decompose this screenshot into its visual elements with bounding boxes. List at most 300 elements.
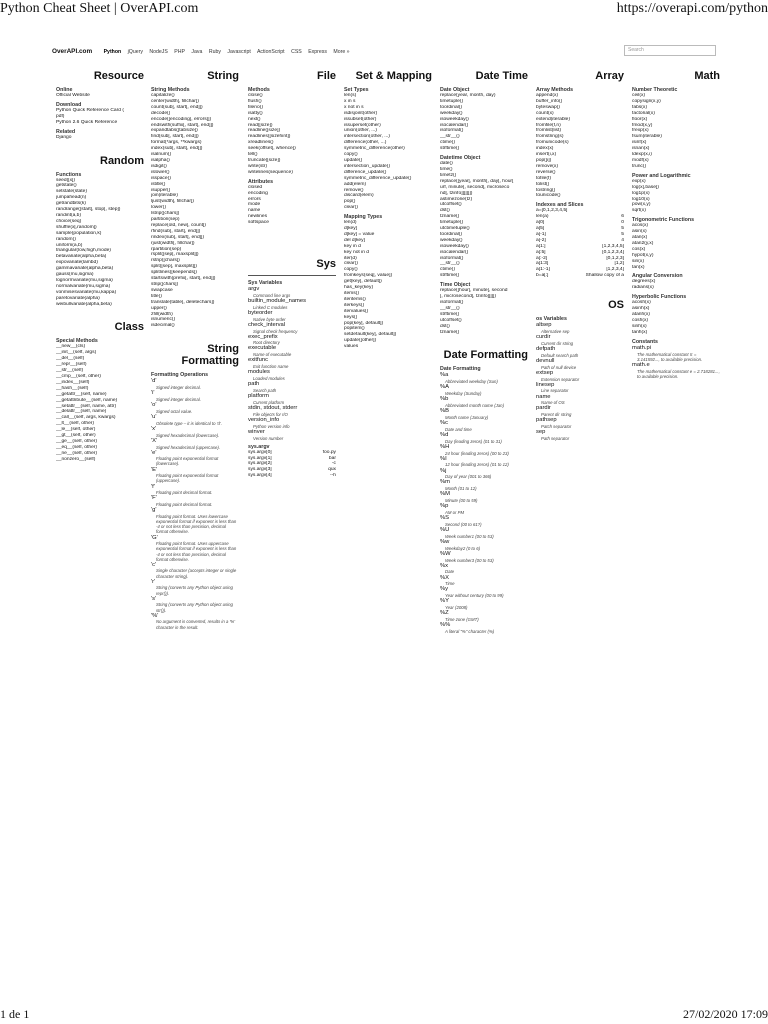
list-item[interactable]: trunc() [632,163,647,169]
list-item[interactable]: __delattr__(self, name) [56,409,107,415]
list-item[interactable]: acos(x) [632,223,649,229]
list-item[interactable]: strftime() [440,146,460,152]
list-item[interactable]: isalpha() [151,157,170,163]
list-item[interactable]: nd[, tzinfo]]]]]]]) [440,190,473,196]
list-item[interactable]: buffer_info() [536,98,563,104]
list-item[interactable]: isdigit() [151,163,167,169]
list-item[interactable]: __str__() [440,305,460,311]
list-item[interactable]: __nonzero__(self) [56,456,96,462]
list-item[interactable]: isocalendar() [440,122,469,128]
entry-key[interactable]: 'g' [151,507,157,514]
nav-item-css[interactable]: CSS [291,49,302,55]
list-item[interactable]: remove() [344,187,364,193]
list-item[interactable]: clear() [344,205,358,211]
pair-key[interactable]: a[1:-1] [536,267,550,273]
list-item[interactable]: rpartition(sep) [151,246,182,252]
list-item[interactable]: rindex(sub[, start[, end]]) [151,234,205,240]
list-item[interactable]: __lt__(self, other) [56,421,95,427]
list-item[interactable]: __cmp__(self, other) [56,374,101,379]
list-item[interactable]: intersection_update() [344,163,390,169]
list-item[interactable]: isdisjoint(other) [344,110,378,116]
entry-key[interactable]: %Z [440,610,449,617]
list-item[interactable]: __le__(self, other) [56,427,96,433]
list-item[interactable]: getstate() [56,183,77,189]
nav-item-java[interactable]: Java [191,49,203,55]
list-item[interactable]: normalvariate(mu,sigma) [56,283,111,289]
list-item[interactable]: union(other, ...) [344,128,377,134]
list-item[interactable]: isdecimal() [151,323,175,329]
list-item[interactable]: __getattribute__(self, name) [56,397,118,403]
list-item[interactable]: x not in s [344,104,364,110]
list-item[interactable]: __eq__(self, other) [56,444,98,450]
list-item[interactable]: rfind(sub[, start[, end]]) [151,228,201,234]
list-item[interactable]: ceil(x) [632,93,646,98]
entry-key[interactable]: argv [248,286,260,293]
list-item[interactable]: title() [151,293,162,299]
entry-key[interactable]: executable [248,345,277,352]
list-item[interactable]: __init__(self, args) [56,350,97,356]
list-item[interactable]: pdf) [56,113,65,119]
entry-key[interactable]: 's' [151,595,157,602]
pair-key[interactable]: sys.argv[3] [248,467,272,473]
list-item[interactable]: truncate([size]) [248,157,281,163]
list-item[interactable]: atan(x) [632,235,648,241]
list-item[interactable]: center(width[, fillchar]) [151,98,199,104]
list-item[interactable]: Python Quick Reference Card ( [56,107,124,113]
list-item[interactable]: encoding [248,190,268,196]
list-item[interactable]: islower() [151,169,170,175]
entry-key[interactable]: linesep [536,381,555,388]
entry-key[interactable]: %A [440,384,450,391]
list-item[interactable]: upper() [151,305,167,311]
list-item[interactable]: __gt__(self, other) [56,433,96,439]
entry-key[interactable]: 'r' [151,578,156,585]
list-item[interactable]: pop() [344,199,356,205]
list-item[interactable]: fsum(iterable) [632,134,662,140]
pair-key[interactable]: a[:5] [536,249,546,255]
entry-key[interactable]: 'c' [151,561,157,568]
entry-key[interactable]: %c [440,420,449,426]
list-item[interactable]: sinh(x) [632,323,647,329]
list-item[interactable]: __call__(self, args, kwargs) [56,415,116,421]
list-item[interactable]: log10(x) [632,196,650,202]
list-item[interactable]: urf, minute[, second[, microseco [440,184,510,190]
list-item[interactable]: isoformat() [440,255,464,261]
list-item[interactable]: partition(sep) [151,217,180,223]
entry-key[interactable]: stdin, stdout, stderr [248,404,298,411]
entry-key[interactable]: altsep [536,322,552,329]
list-item[interactable]: fromunicode(s) [536,140,569,146]
list-item[interactable]: isoweekday() [440,243,469,249]
list-item[interactable]: translate(table[, deletechars]) [151,299,215,305]
list-item[interactable]: readline([size]) [248,128,281,134]
pair-key[interactable]: a[1:3] [536,261,549,267]
list-item[interactable]: istitle() [151,181,166,187]
list-item[interactable]: tzname() [440,214,460,220]
nav-item-more[interactable]: More » [333,49,350,55]
entry-key[interactable]: '%' [151,612,159,619]
entry-key[interactable]: math.pi [632,344,652,351]
pair-key[interactable]: sys.argv[0] [248,449,272,455]
list-item[interactable]: atan2(y,x) [632,240,654,246]
pair-key[interactable]: b=a[:] [536,273,549,279]
list-item[interactable]: key in d [344,243,361,249]
entry-key[interactable]: %a [440,372,449,379]
list-item[interactable]: __ne__(self, other) [56,450,98,456]
list-item[interactable]: seed([x]) [56,177,76,183]
list-item[interactable]: isalnum() [151,152,172,158]
list-item[interactable]: __ge__(self, other) [56,438,98,444]
search-input[interactable]: Search [624,45,716,56]
entry-key[interactable]: %Y [440,598,450,605]
list-item[interactable]: copysign(x,y) [632,98,661,104]
entry-key[interactable]: sep [536,429,546,436]
list-item[interactable]: tanh(x) [632,329,648,335]
entry-key[interactable]: %U [440,527,450,534]
list-item[interactable]: splitlines([keepends]) [151,270,197,276]
list-item[interactable]: timetuple() [440,220,464,226]
list-item[interactable]: get(key[, default]) [344,279,382,285]
list-item[interactable]: symmetric_difference_update() [344,175,412,181]
list-item[interactable]: d[key] = value [344,231,375,237]
list-item[interactable]: symmetric_difference(other) [344,146,405,152]
list-item[interactable]: timetuple() [440,98,464,104]
list-item[interactable]: __str__() [440,134,460,140]
pair-key[interactable]: a[-2] [536,237,546,243]
list-item[interactable]: replace([hour[, minute[, second [440,288,508,294]
nav-item-php[interactable]: PHP [174,49,185,55]
list-item[interactable]: weekday() [440,110,463,116]
list-item[interactable]: time() [440,166,453,172]
list-item[interactable]: update([other]) [344,338,377,344]
entry-key[interactable]: 'f' [151,483,155,490]
nav-item-jquery[interactable]: jQuery [127,49,143,55]
list-item[interactable]: lstrip([chars]) [151,211,180,217]
entry-key[interactable]: defpath [536,345,556,352]
list-item[interactable]: issubset(other) [344,116,377,122]
pair-key[interactable]: sys.argv[4] [248,473,272,479]
list-item[interactable]: gammavariate(alpha,beta) [56,266,114,272]
entry-key[interactable]: %M [440,491,450,498]
list-item[interactable]: mode [248,202,261,208]
list-item[interactable]: intersection(other, ...) [344,134,390,140]
list-item[interactable]: newlines [248,214,268,220]
list-item[interactable]: triangular(low,high,mode) [56,248,111,254]
list-item[interactable]: asinh(x) [632,306,650,312]
entry-key[interactable]: winver [248,428,265,435]
list-item[interactable]: replace(old, new[, count]) [151,222,206,228]
list-item[interactable]: append(x) [536,93,559,98]
list-item[interactable]: gauss(mu,sigma) [56,272,94,278]
pair-key[interactable]: a[0] [536,220,545,226]
list-item[interactable]: ljust(width[, fillchar]) [151,199,194,205]
list-item[interactable]: xreadlines() [248,140,274,146]
list-item[interactable]: radians(x) [632,285,654,291]
entry-key[interactable]: path [248,381,260,388]
list-item[interactable]: copy() [344,267,358,273]
list-item[interactable]: weibullvariate(alpha,beta) [56,301,112,307]
list-item[interactable]: split([sep[, maxsplit]]) [151,264,197,270]
list-item[interactable]: tan(x) [632,264,645,270]
list-item[interactable]: astimezone(tz) [440,196,473,202]
pair-key[interactable]: a[1:] [536,243,546,249]
list-item[interactable]: cos(x) [632,246,646,252]
list-item[interactable]: del d[key] [344,237,365,243]
pair-key[interactable]: a[-1] [536,231,546,237]
entry-key[interactable]: %I [440,455,447,462]
list-item[interactable]: writelines(sequence) [248,169,293,175]
list-item[interactable]: count(x) [536,110,554,116]
nav-item-python[interactable]: Python [103,49,122,55]
list-item[interactable]: insert(i,x) [536,152,557,158]
list-item[interactable]: zfill(width) [151,311,173,317]
list-item[interactable]: sqrt(x) [632,208,646,214]
list-item[interactable]: floor(x) [632,116,648,122]
entry-key[interactable]: 'X' [151,437,158,444]
list-item[interactable]: fmod(x,y) [632,122,653,128]
list-item[interactable]: isocalendar() [440,249,469,255]
list-item[interactable]: replace(year, month, day) [440,93,496,98]
list-item[interactable]: tostring() [536,187,556,193]
entry-key[interactable]: %% [440,622,451,629]
list-item[interactable]: fromfile(f,n) [536,122,561,128]
list-item[interactable]: date() [440,161,453,167]
list-item[interactable]: d[key] [344,226,358,232]
list-item[interactable]: __index__(self) [56,379,90,385]
entry-key[interactable]: exitfunc [248,357,268,364]
list-item[interactable]: pop([i]) [536,157,552,163]
list-item[interactable]: name [248,208,261,214]
list-item[interactable]: flush() [248,98,262,104]
pair-key[interactable]: len(a) [536,214,549,220]
list-item[interactable]: betavariate(alpha,beta) [56,254,107,260]
entry-key[interactable]: devnull [536,357,555,364]
list-item[interactable]: fabs(x) [632,104,647,110]
list-item[interactable]: __setattr__(self, name, attr) [56,403,117,409]
list-item[interactable]: reverse() [536,169,556,175]
entry-key[interactable]: exec_prefix [248,333,278,340]
list-item[interactable]: add(elem) [344,181,367,187]
list-item[interactable]: lognormvariate(mu,sigma) [56,277,113,283]
list-item[interactable]: fromlist(list) [536,128,561,134]
list-item[interactable]: pow(x,y) [632,202,651,208]
list-item[interactable]: iter(d) [344,255,357,261]
list-item[interactable]: __getattr__(self, name) [56,391,107,397]
pair-key[interactable]: sys.argv[1] [248,455,272,461]
list-item[interactable]: isspace() [151,175,171,181]
entry-key[interactable]: 'u' [151,413,157,420]
list-item[interactable]: modf(x) [632,157,649,163]
list-item[interactable]: clear() [344,261,358,267]
list-item[interactable]: fromkeys(seq[, value]) [344,273,393,279]
list-item[interactable]: utcoffset() [440,202,462,208]
entry-key[interactable]: %y [440,586,449,593]
list-item[interactable]: atanh(x) [632,312,650,318]
list-item[interactable]: expovariate(lambd) [56,260,98,266]
list-item[interactable]: tolist() [536,181,550,187]
nav-item-actionscript[interactable]: ActionScript [256,49,285,55]
list-item[interactable]: timetz() [440,172,457,178]
list-item[interactable]: __new__(cls) [56,344,86,350]
entry-key[interactable]: 'e' [151,449,157,456]
list-item[interactable]: iterkeys() [344,302,365,308]
list-item[interactable]: utctimetuple() [440,226,470,232]
list-item[interactable]: difference_update() [344,169,387,175]
list-item[interactable]: tzname() [440,329,460,335]
list-item[interactable]: discard(elem) [344,193,374,199]
list-item[interactable]: __str__() [440,261,460,267]
entry-key[interactable]: math.e [632,361,650,368]
list-item[interactable]: strip([chars]) [151,282,179,287]
list-item[interactable]: tell() [248,152,258,158]
entry-key[interactable]: platform [248,393,269,400]
list-item[interactable]: ctime() [440,267,455,273]
list-item[interactable]: find(sub[, start[, end]]) [151,134,199,140]
list-item[interactable]: seek(offset[, whence]) [248,146,296,152]
list-item[interactable]: remove(x) [536,163,559,169]
list-item[interactable]: readlines([sizehint]) [248,134,291,140]
nav-item-express[interactable]: Express [308,49,327,55]
entry-key[interactable]: 'x' [151,425,157,432]
entry-key[interactable]: %X [440,574,450,581]
entry-key[interactable]: %S [440,515,450,522]
entry-key[interactable]: %d [440,431,449,438]
list-item[interactable]: randint(a,b) [56,212,82,218]
list-item[interactable]: startswith(prefix[, start[, end]]) [151,276,216,282]
list-item[interactable]: isnan(x) [632,146,650,152]
list-item[interactable]: isoformat() [440,300,464,305]
list-item[interactable]: itervalues() [344,308,369,314]
list-item[interactable]: rsplit([sep[, maxsplit]]) [151,252,199,258]
list-item[interactable]: decode() [151,110,171,116]
list-item[interactable]: index(x) [536,146,554,152]
list-item[interactable]: paretovariate(alpha) [56,295,100,301]
list-item[interactable]: isupper() [151,187,171,193]
list-item[interactable]: utcoffset() [440,317,462,323]
list-item[interactable]: frexp(x) [632,128,649,134]
list-item[interactable]: Official Website [56,93,90,98]
list-item[interactable]: format(*args, **kwargs) [151,140,202,146]
list-item[interactable]: log1p(x) [632,190,650,196]
list-item[interactable]: choice(seq) [56,218,82,224]
list-item[interactable]: len(d) [344,220,357,226]
entry-key[interactable]: %H [440,443,450,450]
list-item[interactable]: rstrip([chars]) [151,258,180,264]
pair-key[interactable]: sys.argv[2] [248,461,272,467]
list-item[interactable]: sin(x) [632,258,644,264]
nav-item-javascript[interactable]: Javascript [227,49,251,55]
list-item[interactable]: popitem() [344,326,365,332]
list-item[interactable]: tounicode() [536,193,561,199]
entry-key[interactable]: check_interval [248,321,286,328]
entry-key[interactable]: 'd' [151,378,157,385]
list-item[interactable]: __str__(self) [56,368,84,374]
site-logo[interactable]: OverAPI.com [52,48,93,55]
entry-key[interactable]: version_info [248,416,280,423]
entry-key[interactable]: %B [440,408,450,415]
list-item[interactable]: has_key(key) [344,285,374,291]
list-item[interactable]: keys() [344,314,358,320]
list-item[interactable]: setdefault(key[, default]) [344,332,397,338]
list-item[interactable]: pop(key[, default]) [344,320,384,326]
list-item[interactable]: ldexp(x,i) [632,152,652,158]
entry-key[interactable]: pathsep [536,417,557,424]
list-item[interactable]: asin(x) [632,229,647,235]
list-item[interactable]: fromstring(s) [536,134,564,140]
list-item[interactable]: replace([year[, month[, day[, hour[ [440,178,514,184]
list-item[interactable]: toordinal() [440,231,463,237]
list-item[interactable]: values [344,344,359,350]
list-item[interactable]: len(s) [344,93,357,98]
list-item[interactable]: close() [248,93,263,98]
list-item[interactable]: Python 2.6 Quick Reference [56,119,118,125]
entry-key[interactable]: 'F' [151,495,157,502]
list-item[interactable]: encode([encoding[, errors]]) [151,116,212,122]
list-item[interactable]: softspace [248,220,269,226]
list-item[interactable]: factorial(x) [632,110,655,116]
entry-key[interactable]: %w [440,538,450,545]
list-item[interactable]: shuffle(x[,random]) [56,224,97,230]
entry-key[interactable]: %b [440,396,449,403]
entry-key[interactable]: name [536,393,551,400]
list-item[interactable]: endswith(suffix[, start[, end]]) [151,122,214,128]
list-item[interactable]: read([size]) [248,122,273,128]
list-item[interactable]: count(sub[, start[, end]]) [151,104,203,110]
entry-key[interactable]: %m [440,479,450,486]
entry-key[interactable]: 'i' [151,390,155,397]
list-item[interactable]: write(str) [248,163,268,169]
list-item[interactable]: log(x[,base]) [632,184,659,190]
entry-key[interactable]: 'E' [151,466,158,473]
list-item[interactable]: strftime() [440,273,460,279]
list-item[interactable]: tofile(f) [536,175,551,181]
list-item[interactable]: next() [248,116,261,122]
list-item[interactable]: toordinal() [440,104,463,110]
list-item[interactable]: __del__(self) [56,356,85,362]
list-item[interactable]: rjust(width[, fillchar]) [151,240,195,246]
list-item[interactable]: extend(iterable) [536,116,570,122]
list-item[interactable]: capitalize() [151,93,175,98]
list-item[interactable]: difference(other, ...) [344,140,387,146]
list-item[interactable]: x in s [344,98,356,104]
list-item[interactable]: __repr__(self) [56,362,87,368]
entry-key[interactable]: %j [440,467,447,474]
list-item[interactable]: __hash__(self) [56,385,89,391]
list-item[interactable]: issuperset(other) [344,122,381,128]
list-item[interactable]: degrees(x) [632,279,656,285]
list-item[interactable]: strftime() [440,311,460,317]
list-item[interactable]: jumpahead(n) [56,195,87,201]
nav-item-nodejs[interactable]: NodeJS [149,49,168,55]
list-item[interactable]: key not in d [344,249,370,255]
entry-key[interactable]: 'G' [151,534,158,541]
list-item[interactable]: isnumeric() [151,317,176,323]
list-item[interactable]: vonmisesvariate(mu,kappa) [56,289,117,295]
list-item[interactable]: isoformat() [440,128,464,134]
list-item[interactable]: weekday() [440,237,463,243]
entry-key[interactable]: %x [440,562,449,569]
list-item[interactable]: isatty() [248,110,263,116]
nav-item-ruby[interactable]: Ruby [208,49,221,55]
list-item[interactable]: fileno() [248,104,263,110]
entry-key[interactable]: modules [248,369,270,376]
pair-key[interactable]: a[5] [536,226,545,232]
list-item[interactable]: dst() [440,208,450,214]
list-item[interactable]: errors [248,196,261,202]
entry-key[interactable]: %W [440,550,451,557]
list-item[interactable]: randrange([start], stop[, step]) [56,207,121,213]
list-item[interactable]: items() [344,291,359,296]
